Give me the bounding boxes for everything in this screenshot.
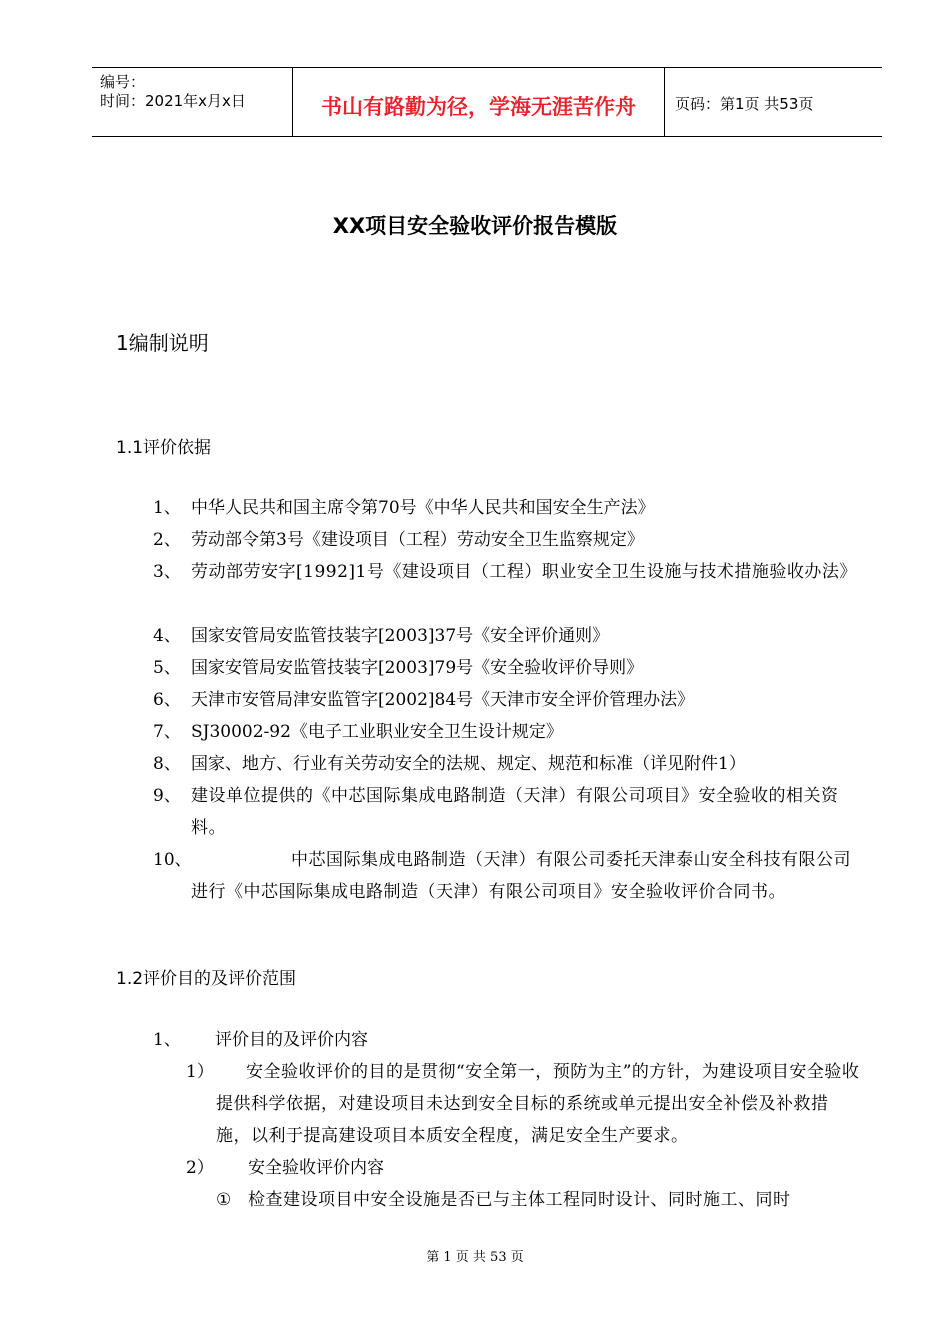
list-item-number: 6、: [153, 690, 181, 710]
list-item-number: 5、: [153, 658, 181, 678]
serial-label: 编号：: [100, 73, 146, 91]
header-meta-cell: [92, 68, 292, 136]
page-footer: 第 1 页 共 53 页: [426, 1250, 524, 1265]
sub-item-number: ①: [216, 1190, 232, 1210]
list-item-number: 1、: [153, 1030, 181, 1050]
section-1-2-heading: 1.2评价目的及评价范围: [116, 969, 297, 989]
list-item-number: 7、: [153, 722, 181, 742]
section-1-1-heading: 1.1评价依据: [116, 438, 212, 458]
header-page-cell: [665, 68, 882, 136]
document-title: XX项目安全验收评价报告模版: [332, 214, 618, 238]
list-item-text: 天津市安管局津安监管字[2002]84号《天津市安全评价管理办法》: [191, 690, 695, 710]
header-motto-cell: [292, 68, 665, 136]
list-item-text: 评价目的及评价内容: [215, 1030, 368, 1050]
section-1-heading: 1编制说明: [116, 331, 209, 355]
list-item-text: 建设单位提供的《中芯国际集成电路制造（天津）有限公司项目》安全验收的相关资料。: [191, 786, 839, 838]
header-table: [92, 67, 882, 137]
list-item-number: 3、: [153, 562, 181, 582]
list-item-number: 9、: [153, 786, 181, 806]
list-item-text: 中华人民共和国主席令第70号《中华人民共和国安全生产法》: [191, 498, 655, 518]
list-item: [153, 844, 863, 940]
list-item-number: 8、: [153, 754, 181, 774]
list-item: [153, 780, 863, 844]
list-item-text: 中芯国际集成电路制造（天津）有限公司委托天津泰山安全科技有限公司进行《中芯国际集成电路制造（天津）有限公司项目》安全验收评价合同书。: [191, 850, 851, 902]
sub-item-text: 安全验收评价内容: [248, 1158, 384, 1178]
page-label: 页码：第1页 共53页: [675, 95, 814, 113]
list-item-text: 国家、地方、行业有关劳动安全的法规、规定、规范和标准（详见附件1）: [191, 754, 746, 774]
list-item-number: 4、: [153, 626, 181, 646]
list-item-text: 劳动部令第3号《建设项目（工程）劳动安全卫生监察规定》: [191, 530, 644, 550]
list-item-text: 国家安管局安监管技装字[2003]37号《安全评价通则》: [191, 626, 610, 646]
list-item-number: 1、: [153, 498, 181, 518]
list-item-text: SJ30002-92《电子工业职业安全卫生设计规定》: [191, 722, 563, 742]
list-item-text: 劳动部劳安字[1992]1号《建设项目（工程）职业安全卫生设施与技术措施验收办法》: [191, 562, 857, 582]
time-label: 时间：2021年x月x日: [100, 92, 246, 110]
sub-item-number: 2）: [186, 1158, 214, 1178]
list-item-text: 国家安管局安监管技装字[2003]79号《安全验收评价导则》: [191, 658, 644, 678]
sub-item-text: 检查建设项目中安全设施是否已与主体工程同时设计、同时施工、同时: [248, 1190, 791, 1210]
sub-item-text: 安全验收评价的目的是贯彻“安全第一，预防为主”的方针，为建设项目安全验收提供科学依据，对建设项目未达到安全目标的系统或单元提出安全补偿及补救措施，以利于提高建设项目本质安全程度，满足安全生产要求。: [216, 1062, 860, 1146]
list-item-number: 2、: [153, 530, 181, 550]
sub-item-number: 1）: [186, 1062, 214, 1082]
list-item-number: 10、: [153, 850, 192, 870]
list-item: [153, 556, 863, 620]
motto: 书山有路勤为径，学海无涯苦作舟: [321, 95, 636, 119]
sub-item: [186, 1056, 862, 1152]
